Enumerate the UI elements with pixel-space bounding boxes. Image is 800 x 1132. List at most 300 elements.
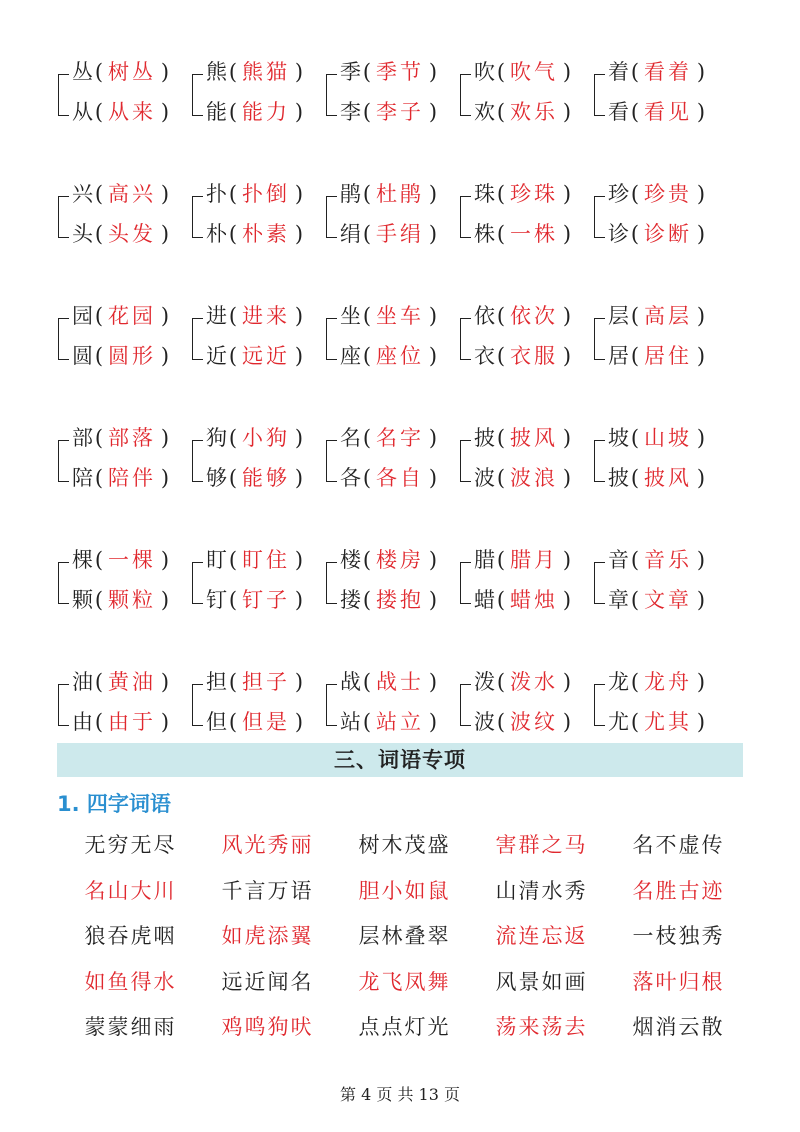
char-line (608, 52, 707, 92)
paren-open: ( (496, 100, 506, 124)
paren-close: ) (562, 100, 572, 124)
bracket-line (192, 684, 203, 726)
idiom-item: 如鱼得水 (84, 969, 177, 994)
char-pair (586, 52, 720, 134)
character: 搂 (340, 588, 361, 612)
paren-open: ( (496, 344, 506, 368)
char-pair (586, 540, 720, 622)
paren-close: ) (696, 426, 706, 450)
paren-close: ) (160, 304, 170, 328)
char-pair (452, 174, 586, 256)
char-pair (586, 418, 720, 500)
bracket-line (594, 562, 605, 604)
idiom-item: 千言万语 (221, 878, 314, 903)
paren-close: ) (294, 304, 304, 328)
char-pair (318, 662, 452, 744)
char-pair (586, 174, 720, 256)
paren-open: ( (630, 304, 640, 328)
char-line (206, 458, 305, 498)
group-row (50, 540, 750, 662)
char-line (340, 174, 439, 214)
char-line (206, 52, 305, 92)
answer-word: 能力 (242, 100, 290, 124)
idiom-item: 名胜古迹 (632, 878, 725, 903)
idiom-item: 流连忘返 (495, 924, 588, 948)
bracket-line (594, 684, 605, 726)
char-pair (318, 296, 452, 378)
paren-open: ( (496, 670, 506, 694)
char-line (340, 296, 439, 336)
character: 泼 (474, 670, 495, 694)
answer-word: 季节 (376, 60, 424, 84)
paren-close: ) (562, 344, 572, 368)
answer-word: 战士 (376, 670, 424, 694)
char-line (72, 174, 171, 214)
character: 进 (206, 304, 227, 328)
paren-open: ( (94, 670, 104, 694)
paren-close: ) (428, 670, 438, 694)
paren-close: ) (696, 548, 706, 572)
paren-close: ) (696, 466, 706, 490)
character: 钉 (206, 588, 227, 612)
char-line (608, 580, 707, 620)
answer-word: 珍珠 (510, 182, 558, 206)
char-line (72, 702, 171, 742)
bracket-line (192, 318, 203, 360)
paren-open: ( (630, 426, 640, 450)
answer-word: 诊断 (644, 222, 692, 246)
char-line (608, 214, 707, 254)
char-line (474, 662, 573, 702)
paren-close: ) (562, 588, 572, 612)
paren-open: ( (496, 182, 506, 206)
paren-close: ) (160, 588, 170, 612)
character: 圆 (72, 344, 93, 368)
paren-open: ( (496, 60, 506, 84)
section-banner: 三、词语专项 (57, 743, 743, 777)
page-footer: 第 4 页 共 13 页 (340, 1085, 460, 1104)
answer-word: 远近 (242, 344, 290, 368)
bracket-line (460, 562, 471, 604)
paren-open: ( (496, 710, 506, 734)
char-line (474, 540, 573, 580)
paren-open: ( (228, 670, 238, 694)
paren-close: ) (696, 304, 706, 328)
paren-close: ) (696, 60, 706, 84)
paren-open: ( (630, 344, 640, 368)
paren-open: ( (496, 588, 506, 612)
paren-close: ) (696, 670, 706, 694)
char-pair (318, 174, 452, 256)
answer-word: 各自 (376, 466, 424, 490)
char-line (72, 214, 171, 254)
answer-word: 能够 (242, 466, 290, 490)
char-line (206, 540, 305, 580)
character: 园 (72, 304, 93, 328)
char-line (340, 458, 439, 498)
paren-close: ) (294, 100, 304, 124)
char-line (72, 52, 171, 92)
answer-word: 高层 (644, 304, 692, 328)
character: 战 (340, 670, 361, 694)
char-pair (452, 540, 586, 622)
character: 音 (608, 548, 629, 572)
char-line (72, 296, 171, 336)
character: 诊 (608, 222, 629, 246)
idiom-item: 落叶归根 (632, 969, 725, 994)
answer-word: 一株 (510, 222, 558, 246)
idiom-item: 烟消云散 (632, 1015, 725, 1039)
paren-close: ) (294, 60, 304, 84)
char-line (608, 92, 707, 132)
paren-close: ) (294, 182, 304, 206)
char-pair (184, 52, 318, 134)
char-line (608, 540, 707, 580)
bracket-line (460, 684, 471, 726)
idiom-row (62, 960, 752, 1006)
idiom-row (62, 1005, 752, 1051)
answer-word: 树丛 (108, 60, 156, 84)
character: 龙 (608, 670, 629, 694)
answer-word: 看着 (644, 60, 692, 84)
char-pair (586, 662, 720, 744)
paren-close: ) (294, 222, 304, 246)
answer-word: 扑倒 (242, 182, 290, 206)
paren-close: ) (160, 344, 170, 368)
char-pair (318, 418, 452, 500)
group-row (50, 296, 750, 418)
answer-word: 搂抱 (376, 588, 424, 612)
char-line (72, 92, 171, 132)
char-pair (184, 662, 318, 744)
answer-word: 颗粒 (108, 588, 156, 612)
bracket-line (58, 440, 69, 482)
char-pair (452, 662, 586, 744)
character: 披 (474, 426, 495, 450)
idiom-item: 害群之马 (495, 833, 588, 857)
char-line (72, 418, 171, 458)
paren-open: ( (496, 304, 506, 328)
char-line (340, 662, 439, 702)
char-line (340, 52, 439, 92)
character: 李 (340, 100, 361, 124)
char-line (206, 174, 305, 214)
bracket-line (58, 684, 69, 726)
answer-word: 山坡 (644, 426, 692, 450)
character: 蜡 (474, 588, 495, 612)
idiom-row (62, 823, 752, 869)
character: 株 (474, 222, 495, 246)
char-pair (50, 174, 184, 256)
character: 季 (340, 60, 361, 84)
char-line (206, 580, 305, 620)
bracket-line (58, 196, 69, 238)
bracket-line (192, 74, 203, 116)
answer-word: 披风 (510, 426, 558, 450)
paren-open: ( (496, 548, 506, 572)
paren-open: ( (362, 588, 372, 612)
character: 熊 (206, 60, 227, 84)
answer-word: 名字 (376, 426, 424, 450)
character: 座 (340, 344, 361, 368)
paren-close: ) (294, 588, 304, 612)
answer-word: 陪伴 (108, 466, 156, 490)
paren-close: ) (696, 100, 706, 124)
char-line (206, 92, 305, 132)
character: 依 (474, 304, 495, 328)
char-pair (184, 174, 318, 256)
idiom-item: 远近闻名 (221, 969, 314, 994)
idiom-row (62, 869, 752, 915)
paren-open: ( (94, 182, 104, 206)
character: 珠 (474, 182, 495, 206)
paren-close: ) (294, 670, 304, 694)
paren-open: ( (630, 100, 640, 124)
character: 兴 (72, 182, 93, 206)
character: 头 (72, 222, 93, 246)
paren-open: ( (94, 100, 104, 124)
character: 名 (340, 426, 361, 450)
character: 坐 (340, 304, 361, 328)
idiom-item: 如虎添翼 (221, 924, 314, 948)
character: 吹 (474, 60, 495, 84)
bracket-line (460, 74, 471, 116)
paren-close: ) (562, 426, 572, 450)
idiom-item: 名不虚传 (632, 833, 725, 857)
paren-open: ( (362, 426, 372, 450)
answer-word: 但是 (242, 710, 290, 734)
character: 珍 (608, 182, 629, 206)
paren-close: ) (160, 182, 170, 206)
paren-open: ( (94, 710, 104, 734)
character: 坡 (608, 426, 629, 450)
paren-open: ( (362, 222, 372, 246)
char-line (340, 580, 439, 620)
char-line (474, 214, 573, 254)
paren-open: ( (630, 60, 640, 84)
bracket-line (326, 440, 337, 482)
answer-word: 小狗 (242, 426, 290, 450)
char-pair (50, 540, 184, 622)
paren-close: ) (160, 710, 170, 734)
idiom-item: 点点灯光 (358, 1015, 451, 1039)
idiom-item: 无穷无尽 (84, 833, 177, 857)
answer-word: 披风 (644, 466, 692, 490)
paren-close: ) (562, 548, 572, 572)
idiom-item: 树木茂盛 (358, 833, 451, 857)
char-pair (452, 296, 586, 378)
answer-word: 从来 (108, 100, 156, 124)
char-line (340, 92, 439, 132)
paren-open: ( (228, 344, 238, 368)
char-pair (50, 662, 184, 744)
answer-word: 依次 (510, 304, 558, 328)
paren-open: ( (362, 60, 372, 84)
paren-close: ) (160, 426, 170, 450)
answer-word: 座位 (376, 344, 424, 368)
paren-open: ( (362, 670, 372, 694)
answer-word: 进来 (242, 304, 290, 328)
paren-open: ( (228, 588, 238, 612)
paren-close: ) (160, 222, 170, 246)
answer-word: 尤其 (644, 710, 692, 734)
idiom-item: 荡来荡去 (495, 1015, 588, 1039)
char-line (474, 296, 573, 336)
paren-open: ( (94, 548, 104, 572)
bracket-line (326, 196, 337, 238)
paren-open: ( (496, 466, 506, 490)
char-line (608, 662, 707, 702)
paren-open: ( (94, 466, 104, 490)
idiom-item: 狼吞虎咽 (84, 924, 177, 948)
answer-word: 钉子 (242, 588, 290, 612)
char-line (474, 418, 573, 458)
character: 朴 (206, 222, 227, 246)
paren-close: ) (562, 182, 572, 206)
idiom-item: 鸡鸣狗吠 (221, 1015, 314, 1039)
character: 居 (608, 344, 629, 368)
character: 欢 (474, 100, 495, 124)
char-pair (184, 418, 318, 500)
paren-open: ( (94, 304, 104, 328)
paren-open: ( (94, 222, 104, 246)
character: 楼 (340, 548, 361, 572)
answer-word: 一棵 (108, 548, 156, 572)
paren-close: ) (428, 426, 438, 450)
paren-close: ) (428, 588, 438, 612)
paren-close: ) (160, 60, 170, 84)
idiom-item: 名山大川 (84, 878, 177, 903)
answer-word: 担子 (242, 670, 290, 694)
paren-open: ( (362, 100, 372, 124)
character: 着 (608, 60, 629, 84)
character: 波 (474, 710, 495, 734)
answer-word: 部落 (108, 426, 156, 450)
paren-open: ( (630, 222, 640, 246)
character: 近 (206, 344, 227, 368)
paren-close: ) (428, 182, 438, 206)
char-line (474, 336, 573, 376)
character: 陪 (72, 466, 93, 490)
char-line (72, 336, 171, 376)
answer-word: 黄油 (108, 670, 156, 694)
char-pair (318, 540, 452, 622)
bracket-line (594, 196, 605, 238)
char-line (206, 214, 305, 254)
paren-close: ) (294, 426, 304, 450)
character: 层 (608, 304, 629, 328)
answer-word: 波纹 (510, 710, 558, 734)
group-row (50, 418, 750, 540)
paren-open: ( (228, 548, 238, 572)
paren-close: ) (562, 466, 572, 490)
answer-word: 波浪 (510, 466, 558, 490)
idiom-item: 胆小如鼠 (358, 878, 451, 903)
paren-close: ) (294, 466, 304, 490)
paren-close: ) (562, 222, 572, 246)
paren-close: ) (562, 304, 572, 328)
char-line (474, 580, 573, 620)
paren-open: ( (362, 466, 372, 490)
answer-word: 盯住 (242, 548, 290, 572)
answer-word: 高兴 (108, 182, 156, 206)
char-line (206, 418, 305, 458)
paren-open: ( (362, 710, 372, 734)
answer-word: 蜡烛 (510, 588, 558, 612)
bracket-line (594, 74, 605, 116)
char-pair (318, 52, 452, 134)
paren-close: ) (160, 466, 170, 490)
character: 部 (72, 426, 93, 450)
char-line (340, 336, 439, 376)
character: 担 (206, 670, 227, 694)
paren-open: ( (630, 710, 640, 734)
bracket-line (594, 440, 605, 482)
subsection-heading: 1. 四字词语 (57, 792, 171, 816)
bracket-line (326, 74, 337, 116)
paren-open: ( (630, 588, 640, 612)
char-pair (50, 52, 184, 134)
answer-word: 头发 (108, 222, 156, 246)
idiom-grid (62, 823, 752, 1051)
idiom-row (62, 914, 752, 960)
char-pair (452, 418, 586, 500)
char-pair (184, 540, 318, 622)
char-line (474, 92, 573, 132)
bracket-line (192, 562, 203, 604)
paren-open: ( (362, 548, 372, 572)
character-groups (50, 52, 750, 784)
char-line (474, 702, 573, 742)
paren-close: ) (562, 60, 572, 84)
answer-word: 音乐 (644, 548, 692, 572)
paren-close: ) (294, 344, 304, 368)
paren-close: ) (428, 466, 438, 490)
answer-word: 龙舟 (644, 670, 692, 694)
bracket-line (460, 196, 471, 238)
idiom-item: 风光秀丽 (221, 833, 314, 857)
paren-open: ( (496, 426, 506, 450)
character: 从 (72, 100, 93, 124)
bracket-line (460, 318, 471, 360)
paren-close: ) (294, 548, 304, 572)
paren-close: ) (160, 100, 170, 124)
char-line (72, 662, 171, 702)
paren-open: ( (362, 344, 372, 368)
idiom-item: 层林叠翠 (358, 924, 451, 948)
paren-open: ( (228, 222, 238, 246)
char-pair (586, 296, 720, 378)
paren-open: ( (362, 304, 372, 328)
paren-open: ( (228, 304, 238, 328)
answer-word: 花园 (108, 304, 156, 328)
answer-word: 朴素 (242, 222, 290, 246)
bracket-line (58, 74, 69, 116)
idiom-item: 山清水秀 (495, 878, 588, 903)
char-line (608, 418, 707, 458)
paren-open: ( (228, 182, 238, 206)
answer-word: 居住 (644, 344, 692, 368)
paren-close: ) (696, 222, 706, 246)
char-line (340, 214, 439, 254)
answer-word: 泼水 (510, 670, 558, 694)
group-row (50, 174, 750, 296)
paren-open: ( (94, 588, 104, 612)
paren-close: ) (696, 710, 706, 734)
char-line (340, 702, 439, 742)
paren-close: ) (160, 548, 170, 572)
answer-word: 站立 (376, 710, 424, 734)
